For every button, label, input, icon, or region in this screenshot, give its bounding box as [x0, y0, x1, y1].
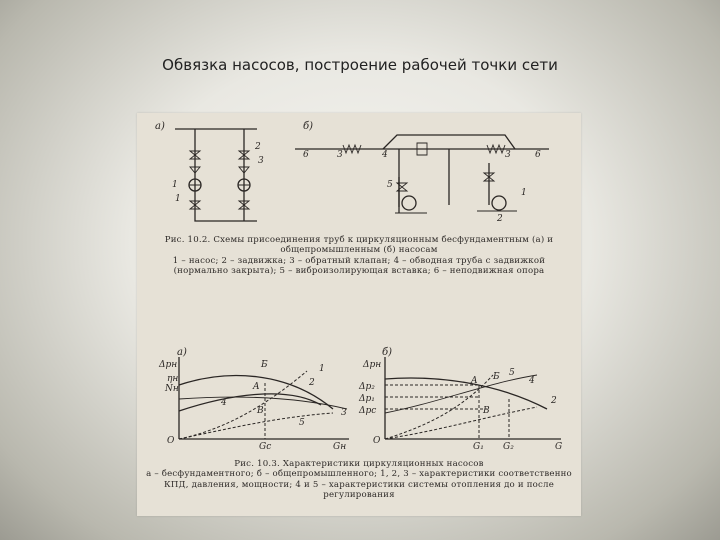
- caption-body: а – бесфундаментного; б – общепромышленного; 1, 2, 3 – характеристики соответственно КПД, давления, мощности; 4 и 5 – характеристики системы отопления до и после регулирования: [146, 469, 572, 501]
- label-4: 4: [382, 150, 388, 160]
- pump-risers: [399, 163, 489, 207]
- riser-left: [195, 129, 257, 221]
- label-6: 6: [535, 150, 541, 160]
- level-lines-b: [385, 385, 487, 409]
- curve-2-label: 2: [309, 378, 315, 388]
- x-axis-label-b: G: [555, 442, 563, 452]
- pump-icon: [189, 179, 250, 191]
- caption-body: 1 – насос; 2 – задвижка; 3 – обратный клапан; 4 – обводная труба с задвижкой (нормально закрыта); 5 – виброизолирующая вставка; 6 – неподвижная опора: [172, 255, 546, 277]
- point-v-label: B: [257, 406, 264, 416]
- tick-g2: G₂: [503, 442, 514, 452]
- pump-icon: [492, 196, 506, 210]
- label-1: 1: [521, 188, 527, 198]
- pressure-curve-b: [385, 378, 547, 409]
- figure-10-2-caption: [145, 235, 573, 277]
- caption-title: Рис. 10.2. Схемы присоединения труб к циркуляционным бесфундаментным (а) и общепромышленным (б) насосам: [164, 235, 554, 256]
- label-2: 2: [255, 142, 261, 152]
- efficiency-curve-b: [385, 375, 537, 413]
- label-5: 5: [387, 180, 393, 190]
- origin-label: O: [167, 436, 175, 446]
- curve-5-label-b: 5: [509, 368, 515, 378]
- axes-b: [385, 357, 561, 439]
- label-3: 3: [258, 156, 264, 166]
- point-a-label-b: A: [471, 376, 478, 386]
- label-2: 2: [497, 214, 503, 224]
- slide-title: Обвязка насосов, построение рабочей точки сети: [162, 56, 558, 74]
- tick-gc: Gc: [259, 442, 272, 452]
- dp1-label: Δp₁: [359, 394, 375, 404]
- y-axis-label-a: Δpн: [159, 360, 178, 370]
- panel-b-label: б): [382, 347, 393, 358]
- point-a-label: A: [253, 382, 260, 392]
- x-axis-label-a: Gн: [333, 442, 347, 452]
- point-b-label-b: Б: [493, 372, 500, 382]
- panel-a-label: а): [177, 347, 187, 358]
- panel-b-label: б): [303, 121, 314, 132]
- caption-title: Рис. 10.3. Характеристики циркуляционных насосов: [234, 459, 484, 469]
- valve-icon: [397, 173, 494, 191]
- curve-5-label: 5: [299, 418, 305, 428]
- label-6: 6: [303, 150, 309, 160]
- eta-label: ηн: [167, 374, 179, 384]
- system-curve-b-2: [385, 407, 537, 439]
- bypass-pipe: [383, 135, 515, 149]
- point-v-label-b: B: [483, 406, 490, 416]
- figure-10-3-caption: [145, 459, 573, 501]
- pump-bases: [395, 211, 517, 213]
- curve-3-label: 3: [341, 408, 347, 418]
- origin-label: O: [373, 436, 381, 446]
- power-label: Nн: [165, 384, 179, 394]
- check-valve-icon: [190, 167, 249, 173]
- label-3: 3: [505, 150, 511, 160]
- curve-1-label: 1: [319, 364, 325, 374]
- pump-branch-pipes: [399, 149, 449, 213]
- pump-icon: [402, 196, 416, 210]
- scanned-figure: [137, 113, 581, 516]
- figure-10-2-diagram: [137, 113, 581, 516]
- panel-a-label: а): [155, 121, 165, 132]
- dpc-label: Δpc: [359, 406, 377, 416]
- curve-4-label-b: 4: [529, 376, 535, 386]
- y-axis-label-b: Δpн: [363, 360, 382, 370]
- point-b-label: Б: [261, 360, 268, 370]
- label-1: 1: [172, 180, 178, 190]
- label-1: 1: [175, 194, 181, 204]
- tick-g1: G₁: [473, 442, 484, 452]
- curve-4-label: 4: [221, 398, 227, 408]
- curve-2-label-b: 2: [551, 396, 557, 406]
- system-curve-5: [179, 413, 333, 439]
- efficiency-curve: [179, 394, 321, 411]
- label-3: 3: [337, 150, 343, 160]
- dp2-label: Δp₂: [359, 382, 375, 392]
